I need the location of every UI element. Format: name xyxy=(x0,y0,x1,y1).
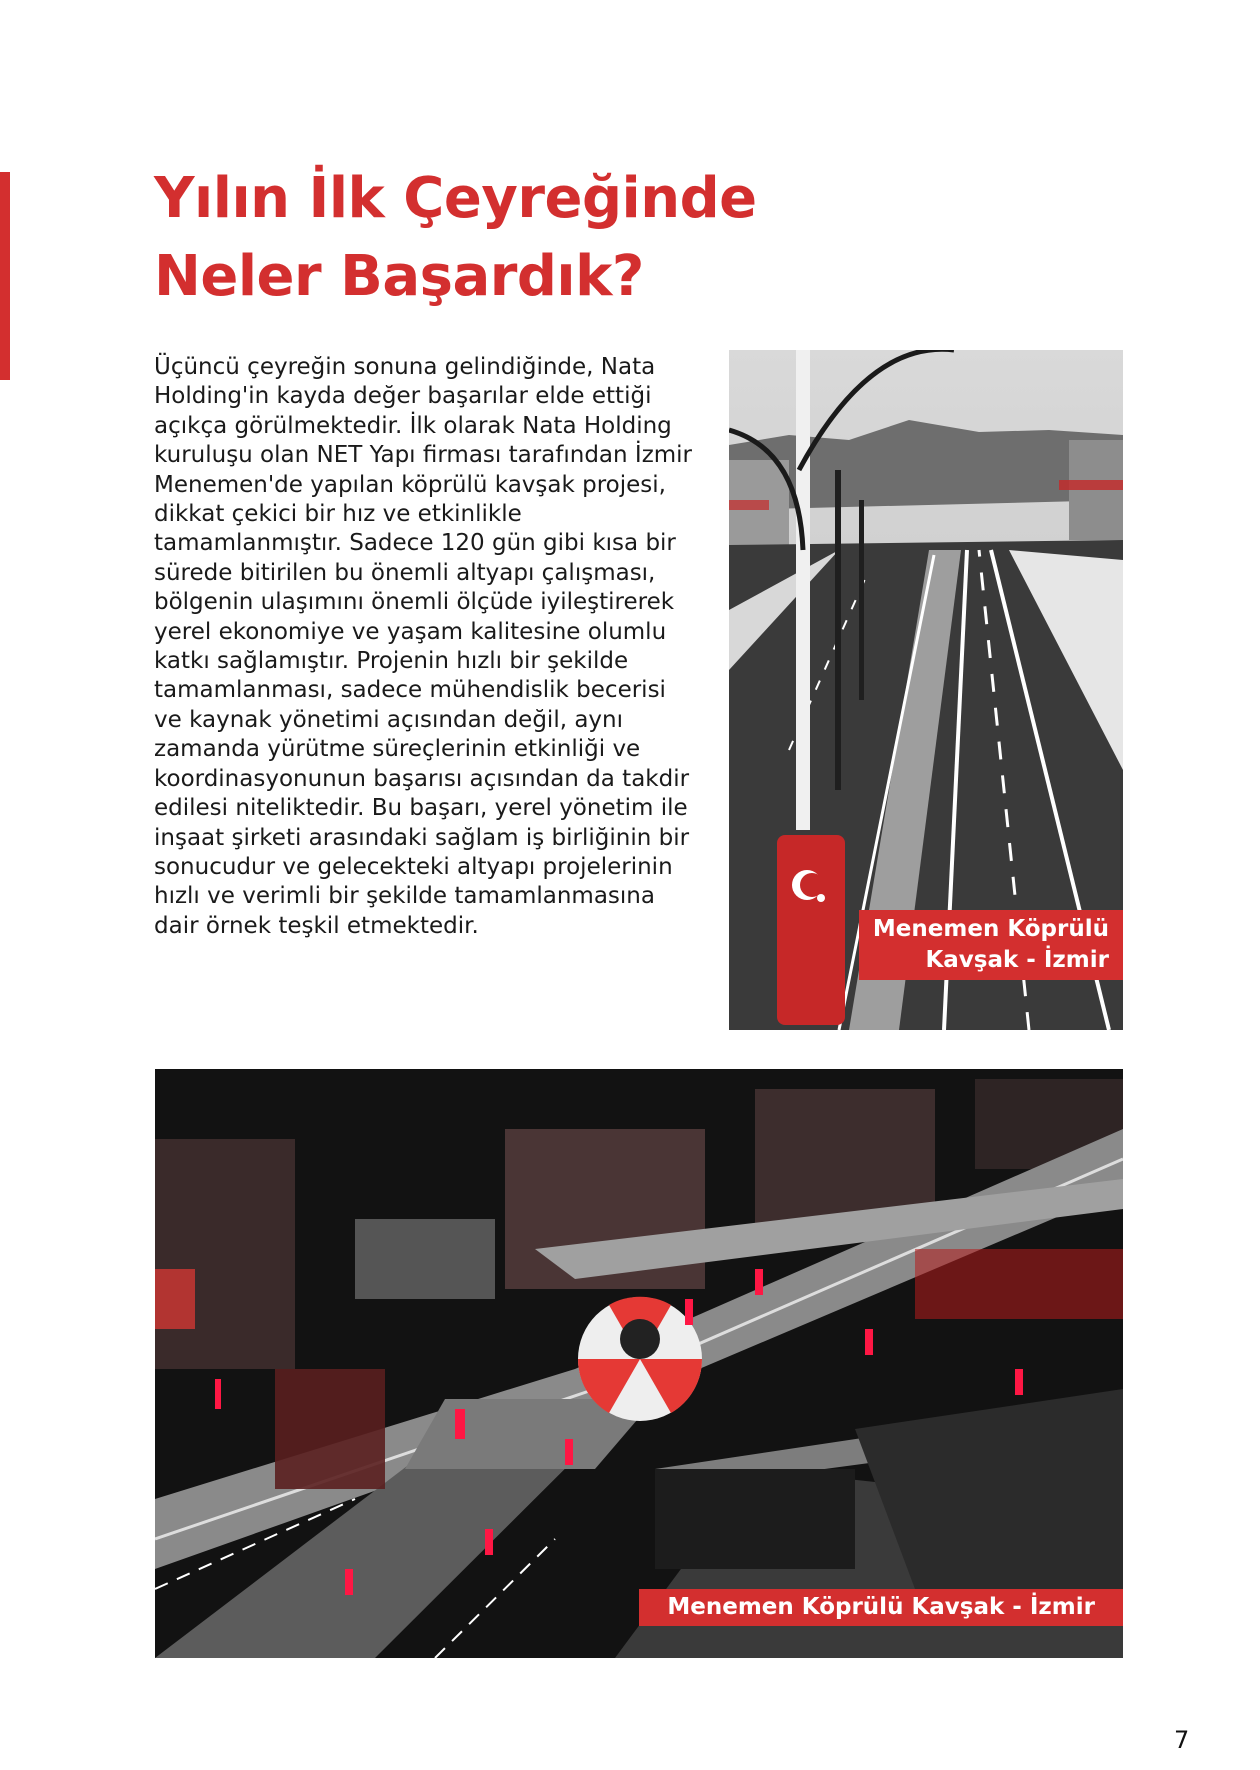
caption-line-1: Menemen Köprülü xyxy=(872,916,1109,942)
photo-caption xyxy=(639,1589,1123,1626)
caption-text: Menemen Köprülü Kavşak - İzmir xyxy=(667,1594,1095,1620)
title-line-1: Yılın İlk Çeyreğinde xyxy=(154,166,757,231)
photo-caption xyxy=(859,910,1123,980)
interchange-night-photo xyxy=(155,1069,1123,1658)
body-paragraph: Üçüncü çeyreğin sonuna gelindiğinde, Nata Holding'in kayda değer başarılar elde ettiği açıkça görülmektedir. İlk olarak Nata Holding kuruluşu olan NET Yapı firması tarafından İzmir Menemen'de yapılan köprülü kavşak projesi, dikkat çekici bir hız ve etkinlikle tamamlanmıştır. Sadece 120 gün gibi kısa bir sürede bitirilen bu önemli altyapı çalışması, bölgenin ulaşımını önemli ölçüde iyileştirerek yerel ekonomiye ve yaşam kalitesine olumlu katkı sağlamıştır. Projenin hızlı bir şekilde tamamlanması, sadece mühendislik becerisi ve kaynak yönetimi açısından değil, aynı zamanda yürütme süreçlerinin etkinliği ve koordinasyonunun başarısı açısından da takdir edilesi niteliktedir. Bu başarı, yerel yönetim ile inşaat şirketi arasındaki sağlam iş birliğinin bir sonucudur ve gelecekteki altyapı projelerinin hızlı ve verimli bir şekilde tamamlanmasına dair örnek teşkil etmektedir. xyxy=(154,354,693,939)
bridge-daytime-photo xyxy=(729,350,1123,1030)
page-title xyxy=(154,160,757,316)
accent-bar xyxy=(0,172,10,380)
page-number: 7 xyxy=(1174,1726,1190,1754)
title-line-2: Neler Başardık? xyxy=(154,244,644,309)
caption-line-2: Kavşak - İzmir xyxy=(925,947,1109,973)
